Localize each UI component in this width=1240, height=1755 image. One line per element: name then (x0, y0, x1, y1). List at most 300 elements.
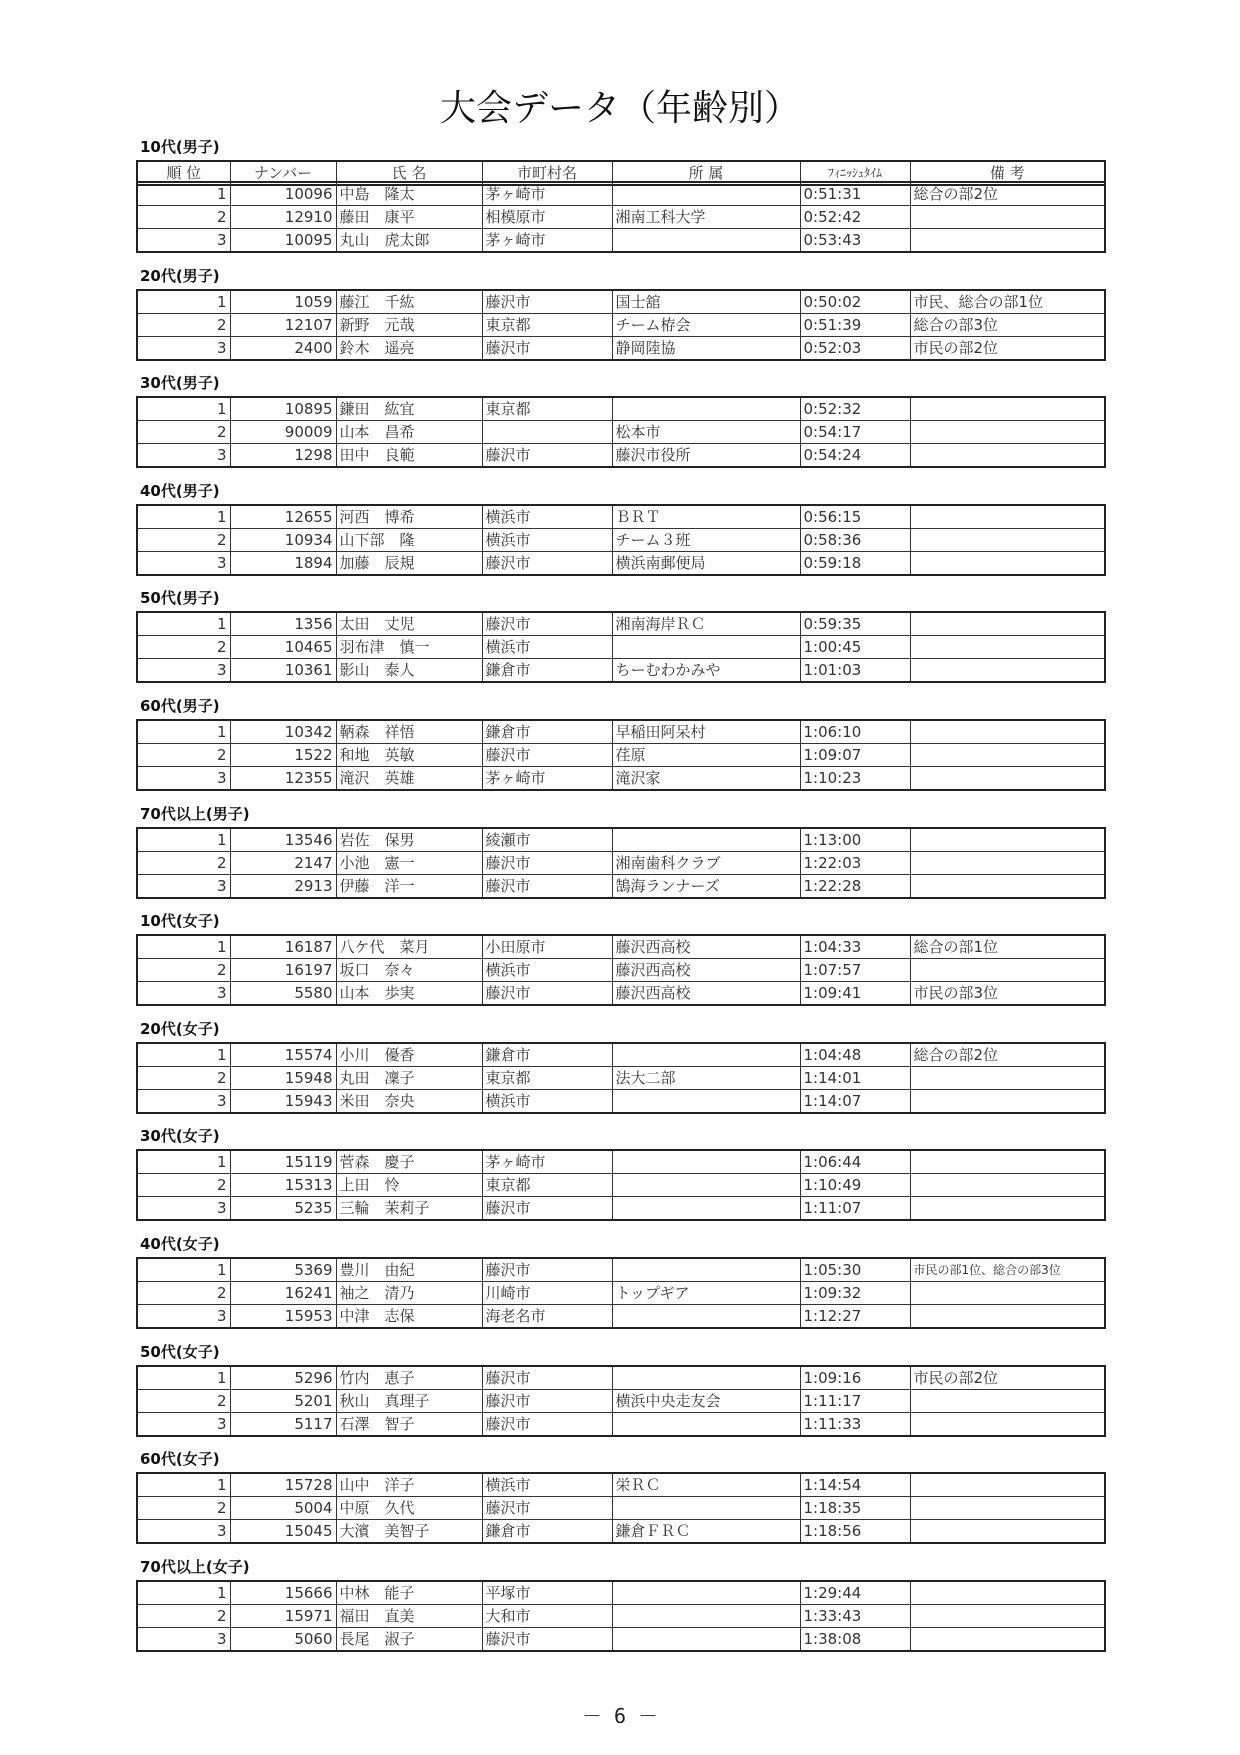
table-row (137, 659, 1105, 683)
table-row (137, 1043, 1105, 1067)
remarks-cell (910, 1581, 1105, 1605)
affiliation-cell (612, 1089, 800, 1113)
name-cell: 中島 隆太 (336, 182, 482, 206)
section-label: 20代(男子) (140, 266, 220, 285)
remarks-cell (910, 659, 1105, 683)
header-name: 氏 名 (336, 161, 482, 185)
affiliation-cell: 横浜南郵便局 (612, 551, 800, 575)
rank-cell: 1 (137, 1150, 230, 1174)
rank-cell: 3 (137, 874, 230, 898)
affiliation-cell (612, 636, 800, 659)
remarks-cell (910, 421, 1105, 444)
number-cell: 1298 (230, 444, 336, 468)
city-cell: 横浜市 (482, 505, 612, 529)
number-cell: 12910 (230, 206, 336, 229)
rank-cell: 3 (137, 444, 230, 468)
rank-cell: 3 (137, 336, 230, 360)
table-row (137, 290, 1105, 314)
affiliation-cell: 藤沢西高校 (612, 982, 800, 1006)
remarks-cell: 市民の部3位 (910, 982, 1105, 1006)
remarks-cell (910, 1305, 1105, 1329)
page-title: 大会データ（年齢別） (439, 88, 800, 129)
number-cell: 1894 (230, 551, 336, 575)
number-cell: 10895 (230, 397, 336, 421)
rank-cell: 3 (137, 767, 230, 791)
affiliation-cell: ちーむわかみや (612, 659, 800, 683)
name-cell: 山中 洋子 (336, 1473, 482, 1497)
table-row (137, 874, 1105, 898)
table-row (137, 612, 1105, 636)
finish-time-cell: 1:09:16 (800, 1366, 910, 1390)
affiliation-cell: 藤沢市役所 (612, 444, 800, 468)
remarks-cell (910, 206, 1105, 229)
remarks-cell (910, 744, 1105, 767)
remarks-cell (910, 397, 1105, 421)
city-cell: 平塚市 (482, 1581, 612, 1605)
city-cell: 藤沢市 (482, 1197, 612, 1221)
name-cell: 上田 怜 (336, 1174, 482, 1197)
number-cell: 12107 (230, 313, 336, 336)
number-cell: 1356 (230, 612, 336, 636)
age-group-section (136, 1341, 1104, 1437)
results-table (136, 289, 1106, 361)
city-cell: 横浜市 (482, 528, 612, 551)
affiliation-cell: 栄ＲＣ (612, 1473, 800, 1497)
results-table (136, 934, 1106, 1006)
section-label: 30代(女子) (140, 1127, 220, 1146)
results-table (136, 504, 1106, 576)
rank-cell: 1 (137, 1043, 230, 1067)
number-cell: 10342 (230, 720, 336, 744)
finish-time-cell: 1:04:33 (800, 935, 910, 959)
results-table (136, 1365, 1106, 1437)
remarks-cell (910, 636, 1105, 659)
table-row (137, 1581, 1105, 1605)
finish-time-cell: 0:58:36 (800, 528, 910, 551)
age-group-section (136, 1556, 1104, 1652)
name-cell: 影山 泰人 (336, 659, 482, 683)
finish-time-cell: 1:22:28 (800, 874, 910, 898)
table-row (137, 229, 1105, 253)
number-cell: 15119 (230, 1150, 336, 1174)
number-cell: 16241 (230, 1282, 336, 1305)
rank-cell: 3 (137, 659, 230, 683)
number-cell: 15728 (230, 1473, 336, 1497)
name-cell: 竹内 恵子 (336, 1366, 482, 1390)
section-label: 50代(女子) (140, 1342, 220, 1361)
results-table (136, 827, 1106, 899)
number-cell: 15666 (230, 1581, 336, 1605)
number-cell: 15953 (230, 1305, 336, 1329)
age-group-section (136, 372, 1104, 468)
rank-cell: 2 (137, 1497, 230, 1520)
number-cell: 1059 (230, 290, 336, 314)
number-cell: 15045 (230, 1520, 336, 1544)
remarks-cell: 市民の部2位 (910, 1366, 1105, 1390)
rank-cell: 1 (137, 1473, 230, 1497)
city-cell: 茅ヶ崎市 (482, 1150, 612, 1174)
remarks-cell (910, 1497, 1105, 1520)
number-cell: 15971 (230, 1604, 336, 1627)
city-cell: 相模原市 (482, 206, 612, 229)
number-cell: 15313 (230, 1174, 336, 1197)
city-cell: 藤沢市 (482, 851, 612, 874)
name-cell: 秋山 真理子 (336, 1389, 482, 1412)
finish-time-cell: 0:54:24 (800, 444, 910, 468)
city-cell: 横浜市 (482, 1089, 612, 1113)
affiliation-cell: チーム栫会 (612, 313, 800, 336)
city-cell: 藤沢市 (482, 874, 612, 898)
city-cell: 茅ヶ崎市 (482, 182, 612, 206)
header-affiliation: 所 属 (612, 161, 800, 185)
city-cell: 藤沢市 (482, 444, 612, 468)
city-cell: 鎌倉市 (482, 659, 612, 683)
table-row (137, 935, 1105, 959)
name-cell: 鎌田 紘宜 (336, 397, 482, 421)
affiliation-cell: 鎌倉ＦＲＣ (612, 1520, 800, 1544)
finish-time-cell: 0:51:39 (800, 313, 910, 336)
remarks-cell (910, 874, 1105, 898)
affiliation-cell: 横浜中央走友会 (612, 1389, 800, 1412)
number-cell: 2147 (230, 851, 336, 874)
affiliation-cell (612, 1258, 800, 1282)
affiliation-cell: 松本市 (612, 421, 800, 444)
table-row (137, 851, 1105, 874)
name-cell: 中原 久代 (336, 1497, 482, 1520)
table-row (137, 1497, 1105, 1520)
finish-time-cell: 1:07:57 (800, 959, 910, 982)
city-cell: 茅ヶ崎市 (482, 767, 612, 791)
rank-cell: 3 (137, 1089, 230, 1113)
number-cell: 15943 (230, 1089, 336, 1113)
table-row (137, 444, 1105, 468)
affiliation-cell: チーム３班 (612, 528, 800, 551)
number-cell: 10465 (230, 636, 336, 659)
section-label: 70代以上(女子) (140, 1557, 250, 1576)
city-cell: 東京都 (482, 1174, 612, 1197)
finish-time-cell: 1:01:03 (800, 659, 910, 683)
results-table (136, 1257, 1106, 1329)
name-cell: 山下部 隆 (336, 528, 482, 551)
finish-time-cell: 0:50:02 (800, 290, 910, 314)
table-row (137, 959, 1105, 982)
finish-time-cell: 1:14:07 (800, 1089, 910, 1113)
table-row (137, 528, 1105, 551)
name-cell: 山本 昌希 (336, 421, 482, 444)
rank-cell: 1 (137, 1258, 230, 1282)
number-cell: 2913 (230, 874, 336, 898)
affiliation-cell (612, 1412, 800, 1436)
name-cell: 山本 歩実 (336, 982, 482, 1006)
table-row (137, 336, 1105, 360)
affiliation-cell: 滝沢家 (612, 767, 800, 791)
affiliation-cell (612, 828, 800, 852)
name-cell: 八ケ代 菜月 (336, 935, 482, 959)
rank-cell: 3 (137, 1412, 230, 1436)
table-row (137, 313, 1105, 336)
results-table (136, 181, 1106, 253)
finish-time-cell: 1:18:56 (800, 1520, 910, 1544)
city-cell: 藤沢市 (482, 336, 612, 360)
remarks-cell (910, 528, 1105, 551)
number-cell: 10095 (230, 229, 336, 253)
remarks-cell: 市民、総合の部1位 (910, 290, 1105, 314)
age-group-section (136, 910, 1104, 1006)
rank-cell: 2 (137, 313, 230, 336)
header-rank: 順 位 (137, 161, 230, 185)
finish-time-cell: 1:06:10 (800, 720, 910, 744)
name-cell: 藤江 千紘 (336, 290, 482, 314)
city-cell: 藤沢市 (482, 1412, 612, 1436)
remarks-cell: 総合の部1位 (910, 935, 1105, 959)
age-group-section (136, 265, 1104, 361)
affiliation-cell: ＢＲＴ (612, 505, 800, 529)
name-cell: 岩佐 保男 (336, 828, 482, 852)
finish-time-cell: 0:59:35 (800, 612, 910, 636)
finish-time-cell: 1:09:32 (800, 1282, 910, 1305)
finish-time-cell: 0:54:17 (800, 421, 910, 444)
affiliation-cell: 国士舘 (612, 290, 800, 314)
affiliation-cell: 法大二部 (612, 1066, 800, 1089)
section-label: 40代(男子) (140, 481, 220, 500)
city-cell: 大和市 (482, 1604, 612, 1627)
rank-cell: 1 (137, 1366, 230, 1390)
remarks-cell: 市民の部1位、総合の部3位 (910, 1258, 1105, 1282)
number-cell: 1522 (230, 744, 336, 767)
city-cell: 小田原市 (482, 935, 612, 959)
remarks-cell: 市民の部2位 (910, 336, 1105, 360)
section-label: 60代(女子) (140, 1450, 220, 1469)
table-row (137, 421, 1105, 444)
section-label: 50代(男子) (140, 589, 220, 608)
name-cell: 丸山 虎太郎 (336, 229, 482, 253)
affiliation-cell: 早稲田阿呆村 (612, 720, 800, 744)
affiliation-cell (612, 1366, 800, 1390)
age-group-section (136, 181, 1104, 253)
affiliation-cell: トップギア (612, 1282, 800, 1305)
table-row (137, 182, 1105, 206)
name-cell: 加藤 辰規 (336, 551, 482, 575)
table-row (137, 1066, 1105, 1089)
number-cell: 5060 (230, 1627, 336, 1651)
table-row (137, 1197, 1105, 1221)
city-cell: 藤沢市 (482, 1497, 612, 1520)
remarks-cell: 総合の部3位 (910, 313, 1105, 336)
table-row (137, 1174, 1105, 1197)
results-table (136, 1472, 1106, 1544)
name-cell: 羽布津 慎一 (336, 636, 482, 659)
name-cell: 福田 直美 (336, 1604, 482, 1627)
header-number: ナンバー (230, 161, 336, 185)
finish-time-cell: 0:52:03 (800, 336, 910, 360)
rank-cell: 2 (137, 1389, 230, 1412)
table-row (137, 397, 1105, 421)
table-row (137, 1412, 1105, 1436)
results-table (136, 1580, 1106, 1652)
number-cell: 5296 (230, 1366, 336, 1390)
rank-cell: 3 (137, 229, 230, 253)
remarks-cell (910, 1282, 1105, 1305)
finish-time-cell: 1:06:44 (800, 1150, 910, 1174)
number-cell: 90009 (230, 421, 336, 444)
table-row (137, 1282, 1105, 1305)
city-cell: 横浜市 (482, 636, 612, 659)
affiliation-cell (612, 1043, 800, 1067)
age-group-section (136, 587, 1104, 683)
table-row (137, 1150, 1105, 1174)
city-cell: 横浜市 (482, 959, 612, 982)
results-table (136, 719, 1106, 791)
table-row (137, 1389, 1105, 1412)
name-cell: 坂口 奈々 (336, 959, 482, 982)
section-label: 20代(女子) (140, 1019, 220, 1038)
finish-time-cell: 0:59:18 (800, 551, 910, 575)
city-cell: 東京都 (482, 397, 612, 421)
rank-cell: 2 (137, 1066, 230, 1089)
section-label: 70代以上(男子) (140, 804, 250, 823)
finish-time-cell: 1:18:35 (800, 1497, 910, 1520)
rank-cell: 1 (137, 182, 230, 206)
city-cell: 鎌倉市 (482, 1043, 612, 1067)
remarks-cell (910, 1150, 1105, 1174)
number-cell: 2400 (230, 336, 336, 360)
table-row (137, 828, 1105, 852)
section-label: 40代(女子) (140, 1235, 220, 1253)
rank-cell: 2 (137, 1604, 230, 1627)
rank-cell: 2 (137, 206, 230, 229)
name-cell: 三輪 茉莉子 (336, 1197, 482, 1221)
finish-time-cell: 1:14:01 (800, 1066, 910, 1089)
affiliation-cell: 藤沢西高校 (612, 935, 800, 959)
finish-time-cell: 1:11:33 (800, 1412, 910, 1436)
affiliation-cell: 湘南工科大学 (612, 206, 800, 229)
rank-cell: 2 (137, 959, 230, 982)
rank-cell: 3 (137, 1520, 230, 1544)
affiliation-cell (612, 1305, 800, 1329)
name-cell: 新野 元哉 (336, 313, 482, 336)
remarks-cell (910, 612, 1105, 636)
table-row (137, 720, 1105, 744)
remarks-cell (910, 1627, 1105, 1651)
number-cell: 5117 (230, 1412, 336, 1436)
number-cell: 5369 (230, 1258, 336, 1282)
name-cell: 太田 丈児 (336, 612, 482, 636)
rank-cell: 2 (137, 851, 230, 874)
affiliation-cell (612, 1581, 800, 1605)
name-cell: 石澤 智子 (336, 1412, 482, 1436)
finish-time-cell: 1:00:45 (800, 636, 910, 659)
remarks-cell (910, 720, 1105, 744)
name-cell: 小川 優香 (336, 1043, 482, 1067)
finish-time-cell: 0:51:31 (800, 182, 910, 206)
city-cell: 藤沢市 (482, 982, 612, 1006)
rank-cell: 3 (137, 551, 230, 575)
city-cell: 鎌倉市 (482, 1520, 612, 1544)
table-row (137, 1366, 1105, 1390)
affiliation-cell (612, 1174, 800, 1197)
name-cell: 丸田 凜子 (336, 1066, 482, 1089)
table-row (137, 1258, 1105, 1282)
finish-time-cell: 0:52:32 (800, 397, 910, 421)
remarks-cell: 総合の部2位 (910, 182, 1105, 206)
table-row (137, 1604, 1105, 1627)
affiliation-cell (612, 397, 800, 421)
remarks-cell (910, 1412, 1105, 1436)
city-cell: 東京都 (482, 1066, 612, 1089)
city-cell: 茅ヶ崎市 (482, 229, 612, 253)
affiliation-cell: 湘南海岸ＲＣ (612, 612, 800, 636)
rank-cell: 3 (137, 1305, 230, 1329)
affiliation-cell: 荏原 (612, 744, 800, 767)
city-cell: 藤沢市 (482, 290, 612, 314)
name-cell: 大濱 美智子 (336, 1520, 482, 1544)
table-row (137, 1089, 1105, 1113)
city-cell: 海老名市 (482, 1305, 612, 1329)
city-cell: 藤沢市 (482, 1627, 612, 1651)
name-cell: 藤田 康平 (336, 206, 482, 229)
city-cell: 川崎市 (482, 1282, 612, 1305)
age-group-section (136, 1448, 1104, 1544)
results-table (136, 611, 1106, 683)
number-cell: 15948 (230, 1066, 336, 1089)
name-cell: 中林 能子 (336, 1581, 482, 1605)
finish-time-cell: 1:12:27 (800, 1305, 910, 1329)
first-section-label (136, 136, 1104, 158)
table-row (137, 636, 1105, 659)
rank-cell: 1 (137, 505, 230, 529)
affiliation-cell (612, 1497, 800, 1520)
age-group-section (136, 480, 1104, 576)
remarks-cell: 総合の部2位 (910, 1043, 1105, 1067)
page-number: － 6 － (581, 1704, 659, 1728)
age-group-section (136, 803, 1104, 899)
remarks-cell (910, 1604, 1105, 1627)
city-cell: 藤沢市 (482, 744, 612, 767)
affiliation-cell (612, 1197, 800, 1221)
city-cell: 藤沢市 (482, 551, 612, 575)
rank-cell: 1 (137, 720, 230, 744)
table-row (137, 982, 1105, 1006)
finish-time-cell: 0:52:42 (800, 206, 910, 229)
table-row (137, 505, 1105, 529)
affiliation-cell (612, 229, 800, 253)
remarks-cell (910, 229, 1105, 253)
finish-time-cell: 1:11:17 (800, 1389, 910, 1412)
number-cell: 16187 (230, 935, 336, 959)
name-cell: 菅森 慶子 (336, 1150, 482, 1174)
rank-cell: 3 (137, 982, 230, 1006)
city-cell: 綾瀬市 (482, 828, 612, 852)
finish-time-cell: 1:09:07 (800, 744, 910, 767)
city-cell: 藤沢市 (482, 1389, 612, 1412)
city-cell: 横浜市 (482, 1473, 612, 1497)
finish-time-cell: 1:11:07 (800, 1197, 910, 1221)
finish-time-cell: 1:09:41 (800, 982, 910, 1006)
name-cell: 滝沢 英雄 (336, 767, 482, 791)
remarks-cell (910, 444, 1105, 468)
age-group-section (136, 1125, 1104, 1221)
name-cell: 長尾 淑子 (336, 1627, 482, 1651)
remarks-cell (910, 1066, 1105, 1089)
rank-cell: 2 (137, 528, 230, 551)
name-cell: 袖之 清乃 (336, 1282, 482, 1305)
rank-cell: 2 (137, 744, 230, 767)
table-row (137, 1473, 1105, 1497)
finish-time-cell: 1:14:54 (800, 1473, 910, 1497)
city-cell: 東京都 (482, 313, 612, 336)
number-cell: 13546 (230, 828, 336, 852)
rank-cell: 2 (137, 636, 230, 659)
